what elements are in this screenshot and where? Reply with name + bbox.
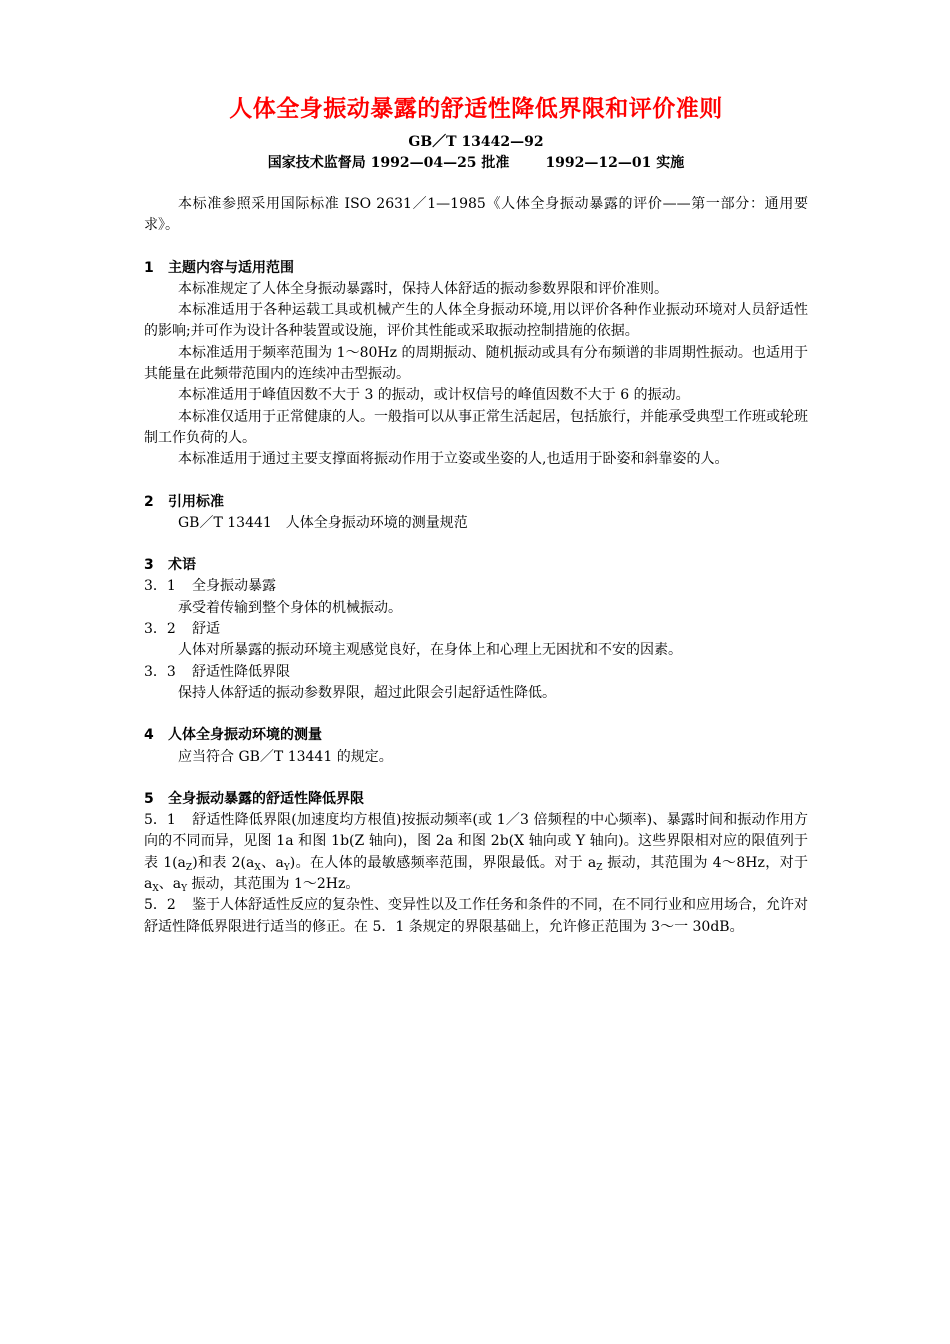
clause-number: 3．1 (144, 578, 176, 595)
s1-paragraph: 本标准适用于频率范围为 1～80Hz 的周期振动、随机振动或具有分布频谱的非周期性振动。也适用于其能量在此频带范围内的连续冲击型振动。 (144, 344, 808, 383)
clause-number: 5．2 (144, 897, 176, 914)
s1-paragraph: 本标准规定了人体全身振动暴露时，保持人体舒适的振动参数界限和评价准则。 (178, 280, 668, 297)
clause-3-3 (144, 662, 808, 683)
section-number: 4 (144, 727, 154, 744)
clause-text: )和表 2(a (192, 854, 255, 871)
s1-paragraph: 本标准适用于各种运载工具或机械产生的人体全身振动环境,用以评价各种作业振动环境对人员舒适性的影响;并可作为设计各种装置或设施，评价其性能或采取振动控制措施的依据。 (144, 302, 808, 340)
clause-text: 振动，其范围为 1～2Hz。 (187, 876, 360, 893)
clause-number: 5．1 (144, 812, 176, 829)
clause-text: )。在人体的最敏感频率范围，界限最低。对于 a (289, 854, 597, 871)
section-title: 引用标准 (168, 493, 224, 510)
subscript: Y (283, 862, 290, 873)
clause-definition: 人体对所暴露的振动环境主观感觉良好，在身体上和心理上无困扰和不安的因素。 (178, 642, 682, 659)
section-number: 5 (144, 790, 154, 807)
clause-term: 全身振动暴露 (192, 578, 276, 595)
implementation-date: 1992—12—01 实施 (545, 155, 685, 171)
approval-date: 国家技术监督局 1992—04—25 批准 (267, 155, 510, 171)
section-1-heading (144, 258, 808, 279)
s1-paragraph: 本标准仅适用于正常健康的人。一般指可以从事正常生活起居，包括旅行，并能承受典型工作班或轮班制工作负荷的人。 (144, 408, 808, 446)
section-4-heading (144, 725, 808, 746)
section-title: 人体全身振动环境的测量 (168, 727, 322, 744)
intro-paragraph: 本标准参照采用国际标准 ISO 2631／1—1985《人体全身振动暴露的评价——第一部分：通用要求》。 (144, 196, 808, 234)
clause-3-2 (144, 619, 808, 640)
section-number: 3 (144, 557, 154, 574)
reference-standard: GB／T 13441 人体全身振动环境的测量规范 (178, 514, 468, 531)
clause-3-1 (144, 576, 808, 597)
s1-paragraph: 本标准适用于通过主要支撑面将振动作用于立姿或坐姿的人,也适用于卧姿和斜靠姿的人。 (178, 451, 729, 468)
document-page (144, 92, 808, 938)
clause-5-1 (144, 810, 808, 895)
clause-definition: 承受着传输到整个身体的机械振动。 (178, 599, 402, 616)
subscript: Z (185, 862, 193, 873)
section-2-heading (144, 492, 808, 513)
subscript: Y (181, 884, 188, 895)
section-number: 1 (144, 259, 154, 276)
clause-5-2 (144, 895, 808, 938)
s1-paragraph: 本标准适用于峰值因数不大于 3 的振动，或计权信号的峰值因数不大于 6 的振动。 (178, 387, 690, 404)
clause-text: 振动，其范围为 4～8Hz，对于 a (144, 854, 808, 893)
clause-text: 鉴于人体舒适性反应的复杂性、变异性以及工作任务和条件的不同，在不同行业和应用场合，允许对舒适性降低界限进行适当的修正。在 5．1 条规定的界限基础上，允许修正范围为 3～一 30dB。 (144, 897, 808, 935)
standard-number: GB／T 13442—92 (408, 134, 544, 150)
document-title: 人体全身振动暴露的舒适性降低界限和评价准则 (229, 96, 723, 122)
subscript: X (254, 862, 261, 873)
clause-text: 舒适性降低界限(加速度均方根值)按振动频率(或 1／3 倍频程的中心频率)、暴露时间和振动作用方向的不同而异，见图 1a 和图 1b(Z 轴向)，图 2a 和图 2b(X 轴向或 Y 轴向)。这些界限相对应的限值列于表 1(a (144, 812, 808, 871)
clause-number: 3．3 (144, 663, 176, 680)
section-number: 2 (144, 493, 154, 510)
clause-definition: 保持人体舒适的振动参数界限，超过此限会引起舒适性降低。 (178, 684, 556, 701)
section-5-heading (144, 789, 808, 810)
clause-number: 3．2 (144, 621, 176, 638)
clause-text: 、a (158, 876, 182, 893)
subscript: Z (596, 862, 603, 873)
clause-term: 舒适性降低界限 (192, 663, 290, 680)
clause-term: 舒适 (192, 621, 220, 638)
section-4-text: 应当符合 GB／T 13441 的规定。 (178, 748, 393, 765)
section-title: 全身振动暴露的舒适性降低界限 (168, 790, 364, 807)
section-3-heading (144, 555, 808, 576)
section-title: 主题内容与适用范围 (168, 259, 294, 276)
approval-line (144, 152, 808, 174)
section-title: 术语 (168, 557, 196, 574)
subscript: X (152, 884, 159, 895)
clause-text: 、a (260, 854, 284, 871)
